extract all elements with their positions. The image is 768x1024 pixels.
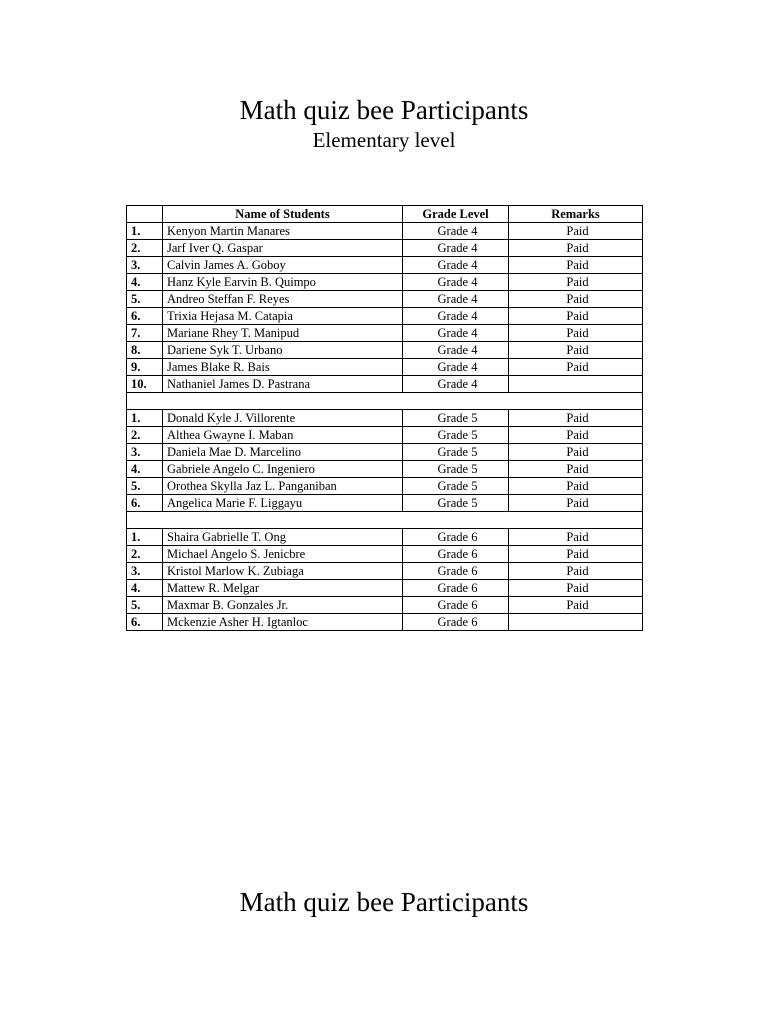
table-row bbox=[127, 580, 643, 597]
row-number: 5. bbox=[127, 478, 163, 495]
grade-level: Grade 6 bbox=[403, 563, 509, 580]
remarks: Paid bbox=[509, 546, 643, 563]
row-number: 3. bbox=[127, 563, 163, 580]
row-number: 2. bbox=[127, 546, 163, 563]
student-name: Mariane Rhey T. Manipud bbox=[163, 325, 403, 342]
row-number: 6. bbox=[127, 495, 163, 512]
student-name: Angelica Marie F. Liggayu bbox=[163, 495, 403, 512]
remarks: Paid bbox=[509, 342, 643, 359]
remarks: Paid bbox=[509, 240, 643, 257]
remarks: Paid bbox=[509, 257, 643, 274]
grade-level: Grade 4 bbox=[403, 342, 509, 359]
grade-level: Grade 5 bbox=[403, 478, 509, 495]
group-spacer-row bbox=[127, 512, 643, 529]
grade-level: Grade 4 bbox=[403, 291, 509, 308]
student-name: Mckenzie Asher H. Igtanloc bbox=[163, 614, 403, 631]
table-row bbox=[127, 274, 643, 291]
student-name: Kristol Marlow K. Zubiaga bbox=[163, 563, 403, 580]
table-row bbox=[127, 257, 643, 274]
remarks: Paid bbox=[509, 274, 643, 291]
student-name: Shaira Gabrielle T. Ong bbox=[163, 529, 403, 546]
student-name: Michael Angelo S. Jenicbre bbox=[163, 546, 403, 563]
group-spacer-row bbox=[127, 393, 643, 410]
row-number: 4. bbox=[127, 274, 163, 291]
row-number: 8. bbox=[127, 342, 163, 359]
table-row bbox=[127, 478, 643, 495]
table-row bbox=[127, 461, 643, 478]
table-row bbox=[127, 342, 643, 359]
table-row bbox=[127, 325, 643, 342]
spacer-cell bbox=[127, 512, 643, 529]
table-row bbox=[127, 376, 643, 393]
table-body bbox=[127, 223, 643, 631]
student-name: James Blake R. Bais bbox=[163, 359, 403, 376]
row-number: 1. bbox=[127, 410, 163, 427]
table-row bbox=[127, 240, 643, 257]
remarks: Paid bbox=[509, 410, 643, 427]
grade-level: Grade 4 bbox=[403, 223, 509, 240]
table-header-row bbox=[127, 206, 643, 223]
row-number: 6. bbox=[127, 614, 163, 631]
grade-level: Grade 5 bbox=[403, 427, 509, 444]
student-name: Hanz Kyle Earvin B. Quimpo bbox=[163, 274, 403, 291]
table-row bbox=[127, 563, 643, 580]
row-number: 4. bbox=[127, 580, 163, 597]
remarks: Paid bbox=[509, 427, 643, 444]
student-name: Calvin James A. Goboy bbox=[163, 257, 403, 274]
student-name: Maxmar B. Gonzales Jr. bbox=[163, 597, 403, 614]
table-row bbox=[127, 444, 643, 461]
grade-level: Grade 6 bbox=[403, 580, 509, 597]
table-row bbox=[127, 410, 643, 427]
remarks: Paid bbox=[509, 308, 643, 325]
remarks: Paid bbox=[509, 478, 643, 495]
page-subtitle: Elementary level bbox=[312, 128, 456, 152]
remarks: Paid bbox=[509, 461, 643, 478]
grade-level: Grade 6 bbox=[403, 597, 509, 614]
remarks: Paid bbox=[509, 529, 643, 546]
remarks: Paid bbox=[509, 444, 643, 461]
next-page-title: Math quiz bee Participants bbox=[239, 887, 529, 917]
row-number: 5. bbox=[127, 291, 163, 308]
header-remarks: Remarks bbox=[509, 206, 643, 223]
grade-level: Grade 4 bbox=[403, 376, 509, 393]
row-number: 1. bbox=[127, 223, 163, 240]
row-number: 2. bbox=[127, 427, 163, 444]
row-number: 6. bbox=[127, 308, 163, 325]
header-number bbox=[127, 206, 163, 223]
remarks: Paid bbox=[509, 325, 643, 342]
row-number: 2. bbox=[127, 240, 163, 257]
grade-level: Grade 6 bbox=[403, 546, 509, 563]
row-number: 3. bbox=[127, 444, 163, 461]
grade-level: Grade 4 bbox=[403, 240, 509, 257]
remarks bbox=[509, 376, 643, 393]
row-number: 4. bbox=[127, 461, 163, 478]
student-name: Nathaniel James D. Pastrana bbox=[163, 376, 403, 393]
student-name: Gabriele Angelo C. Ingeniero bbox=[163, 461, 403, 478]
row-number: 7. bbox=[127, 325, 163, 342]
grade-level: Grade 4 bbox=[403, 257, 509, 274]
grade-level: Grade 6 bbox=[403, 614, 509, 631]
grade-level: Grade 5 bbox=[403, 461, 509, 478]
remarks: Paid bbox=[509, 597, 643, 614]
spacer-cell bbox=[127, 393, 643, 410]
page-title: Math quiz bee Participants bbox=[239, 95, 529, 125]
table-row bbox=[127, 495, 643, 512]
grade-level: Grade 4 bbox=[403, 274, 509, 291]
remarks: Paid bbox=[509, 563, 643, 580]
grade-level: Grade 4 bbox=[403, 359, 509, 376]
table-row bbox=[127, 614, 643, 631]
grade-level: Grade 4 bbox=[403, 325, 509, 342]
student-name: Orothea Skylla Jaz L. Panganiban bbox=[163, 478, 403, 495]
table-row bbox=[127, 597, 643, 614]
student-name: Mattew R. Melgar bbox=[163, 580, 403, 597]
student-name: Trixia Hejasa M. Catapia bbox=[163, 308, 403, 325]
remarks: Paid bbox=[509, 291, 643, 308]
table-row bbox=[127, 529, 643, 546]
table-row bbox=[127, 223, 643, 240]
row-number: 9. bbox=[127, 359, 163, 376]
student-name: Jarf Iver Q. Gaspar bbox=[163, 240, 403, 257]
remarks: Paid bbox=[509, 495, 643, 512]
student-name: Andreo Steffan F. Reyes bbox=[163, 291, 403, 308]
grade-level: Grade 5 bbox=[403, 410, 509, 427]
student-name: Althea Gwayne I. Maban bbox=[163, 427, 403, 444]
student-name: Dariene Syk T. Urbano bbox=[163, 342, 403, 359]
row-number: 5. bbox=[127, 597, 163, 614]
table-row bbox=[127, 427, 643, 444]
student-name: Kenyon Martin Manares bbox=[163, 223, 403, 240]
row-number: 3. bbox=[127, 257, 163, 274]
remarks: Paid bbox=[509, 580, 643, 597]
grade-level: Grade 5 bbox=[403, 495, 509, 512]
grade-level: Grade 6 bbox=[403, 529, 509, 546]
row-number: 1. bbox=[127, 529, 163, 546]
participants-table bbox=[126, 205, 643, 631]
row-number: 10. bbox=[127, 376, 163, 393]
table-row bbox=[127, 359, 643, 376]
grade-level: Grade 5 bbox=[403, 444, 509, 461]
student-name: Donald Kyle J. Villorente bbox=[163, 410, 403, 427]
header-grade-level: Grade Level bbox=[403, 206, 509, 223]
remarks: Paid bbox=[509, 223, 643, 240]
table-row bbox=[127, 291, 643, 308]
remarks bbox=[509, 614, 643, 631]
table-row bbox=[127, 546, 643, 563]
table-row bbox=[127, 308, 643, 325]
remarks: Paid bbox=[509, 359, 643, 376]
grade-level: Grade 4 bbox=[403, 308, 509, 325]
student-name: Daniela Mae D. Marcelino bbox=[163, 444, 403, 461]
header-name: Name of Students bbox=[163, 206, 403, 223]
